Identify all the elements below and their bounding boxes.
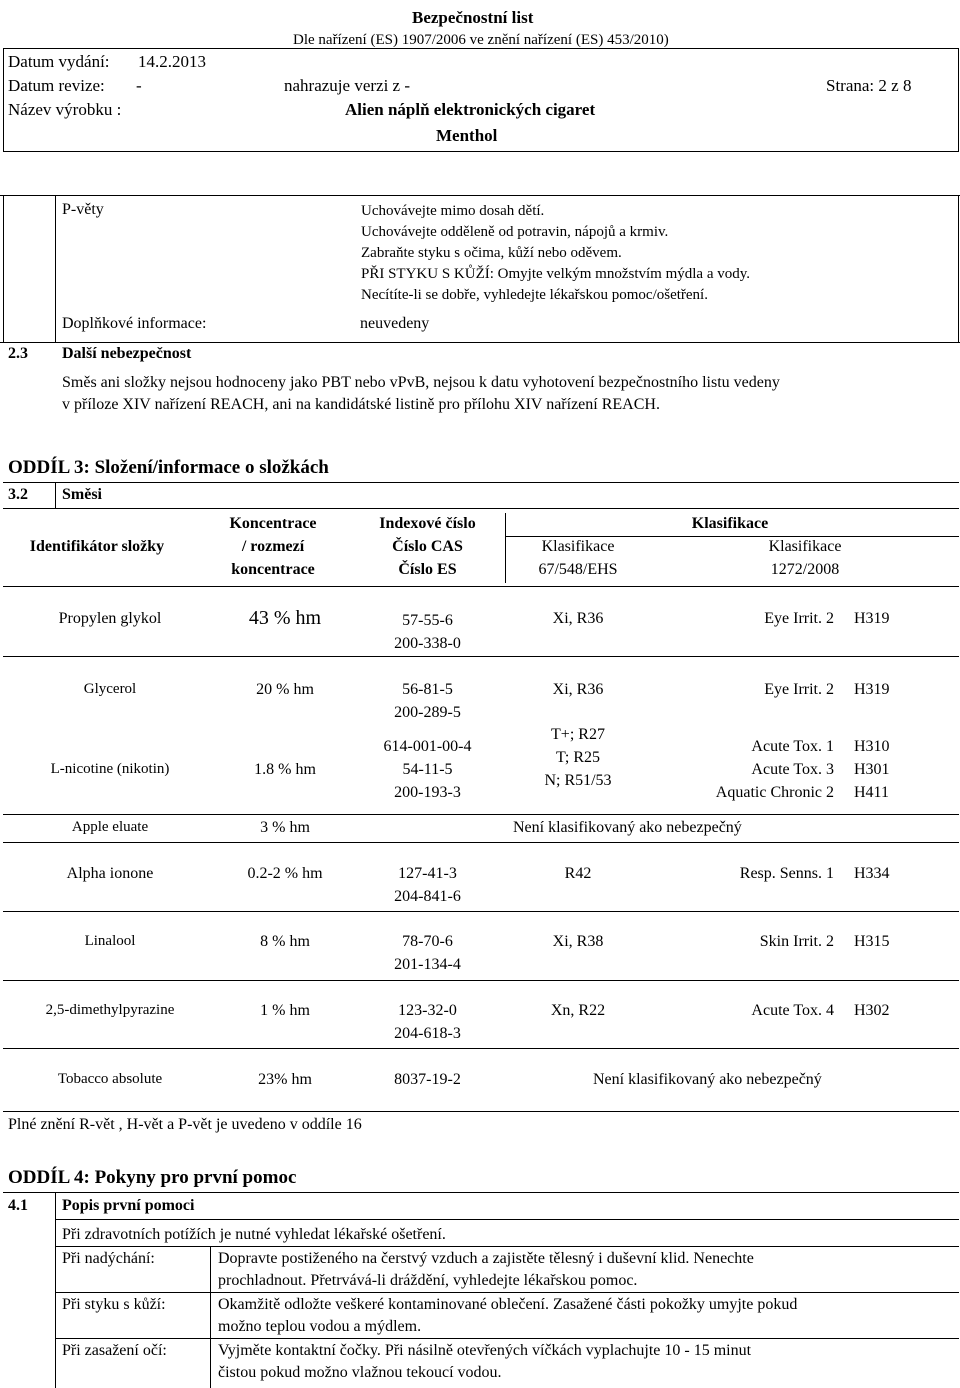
product-label: Název výrobku : (8, 100, 122, 119)
first-aid-general-divider (55, 1246, 959, 1247)
component-cas: 127-41-3 (398, 865, 457, 882)
component-cas: 8037-19-2 (394, 1071, 461, 1088)
component-klas-67: Xi, R36 (552, 610, 604, 627)
component-es: 200-289-5 (394, 704, 461, 721)
section2-top-border (0, 195, 960, 196)
component-name: Linalool (84, 933, 136, 949)
table-header-bottom (3, 586, 959, 587)
eye-contact-label: Při zasažení očí: (62, 1342, 167, 1359)
component-hazard-class: Aquatic Chronic 2 (715, 784, 834, 801)
first-aid-col-divider (210, 1246, 211, 1388)
component-hazard-class: Acute Tox. 1 (751, 738, 834, 755)
component-klas-67: R42 (564, 865, 592, 882)
section3-footnote: Plné znění R-vět , H-vět a P-vět je uvedeno v oddíle 16 (8, 1116, 362, 1133)
component-concentration: 43 % hm (248, 607, 322, 629)
table-bottom-border (3, 1111, 959, 1112)
subsection-2-3-divider (0, 342, 960, 343)
issue-date-label: Datum vydání: (8, 52, 110, 71)
component-es: 200-193-3 (394, 784, 461, 801)
component-hazard-class: Acute Tox. 4 (751, 1002, 834, 1019)
header-border-left (3, 48, 4, 152)
row-divider (3, 911, 959, 912)
p-statement: PŘI STYKU S KŮŽÍ: Omyjte velkým množstvím mýdla a vody. (361, 266, 751, 282)
skin-contact-label: Při styku s kůží: (62, 1296, 166, 1313)
component-cas: 78-70-6 (402, 933, 453, 950)
component-name: Glycerol (83, 681, 137, 697)
header-klas-67-b: 67/548/EHS (538, 561, 618, 578)
p-statement: Zabraňte styku s očima, kůží nebo oděvem. (361, 245, 622, 261)
additional-info-value: neuvedeny (360, 315, 430, 332)
component-cas: 123-32-0 (398, 1002, 457, 1019)
component-es: 201-134-4 (394, 956, 461, 973)
row-divider (3, 814, 959, 815)
skin-contact-divider (55, 1338, 959, 1339)
component-index: 614-001-00-4 (383, 738, 472, 755)
header-border-right (958, 48, 959, 152)
component-es: 204-841-6 (394, 888, 461, 905)
subsection-4-1-number: 4.1 (8, 1197, 28, 1214)
first-aid-general: Při zdravotních potížích je nutné vyhledat lékařské ošetření. (62, 1226, 446, 1243)
component-cas: 54-11-5 (402, 761, 453, 778)
component-hazard-class: Resp. Senns. 1 (739, 865, 834, 882)
component-hazard-class: Eye Irrit. 2 (764, 681, 834, 698)
replaces-version: nahrazuje verzi z - (284, 76, 410, 95)
component-h-statement: H301 (854, 761, 890, 778)
section2-col-divider (55, 195, 56, 342)
subsection-2-3-number: 2.3 (8, 345, 28, 362)
header-es-number: Číslo ES (398, 561, 457, 578)
header-concentration-1: Koncentrace (229, 515, 317, 532)
section2-left-border (3, 195, 4, 342)
product-variant: Menthol (436, 126, 498, 145)
component-concentration: 3 % hm (260, 819, 310, 836)
skin-contact-text-1: Okamžitě odložte veškeré kontaminované oblečení. Zasažené části pokožky umyjte pokud (218, 1296, 798, 1313)
component-klas-67: T+; R27 (551, 726, 605, 743)
component-es: 200-338-0 (394, 635, 461, 652)
component-hazard-class: Eye Irrit. 2 (764, 610, 834, 627)
row-divider (3, 656, 959, 657)
issue-date: 14.2.2013 (138, 52, 206, 71)
component-not-classified: Není klasifikovaný ako nebezpečný (593, 1071, 822, 1088)
component-name: Tobacco absolute (57, 1071, 163, 1087)
header-klas-1272-a: Klasifikace (768, 538, 842, 555)
header-border-bottom (3, 151, 959, 152)
p-statement: Uchovávejte odděleně od potravin, nápojů a krmiv. (361, 224, 669, 240)
subsection-4-1-title: Popis první pomoci (62, 1197, 195, 1214)
component-es: 204-618-3 (394, 1025, 461, 1042)
section4-title: ODDÍL 4: Pokyny pro první pomoc (8, 1167, 297, 1188)
header-classification: Klasifikace (691, 515, 769, 532)
header-concentration-2: / rozmezí (241, 538, 305, 555)
inhalation-label: Při nadýchání: (62, 1250, 155, 1267)
header-concentration-3: koncentrace (231, 561, 315, 578)
component-name: Propylen glykol (58, 610, 162, 627)
subsection-3-2-title: Směsi (62, 486, 102, 503)
subsection-4-1-divider (55, 1192, 56, 1388)
pbt-paragraph-line1: Směs ani složky nejsou hodnoceny jako PBT nebo vPvB, nejsou k datu vyhotovení bezpečnostního listu vedeny (62, 374, 780, 391)
component-concentration: 1.8 % hm (254, 761, 316, 778)
component-h-statement: H319 (854, 610, 890, 627)
component-klas-67: Xi, R38 (552, 933, 604, 950)
header-index-number: Indexové číslo (379, 515, 476, 532)
pbt-paragraph-line2: v příloze XIV nařízení REACH, ani na kandidátské listině pro přílohu XIV nařízení REACH. (62, 396, 660, 413)
component-concentration: 0.2-2 % hm (247, 865, 323, 882)
skin-contact-text-2: možno teplou vodou a mýdlem. (218, 1318, 422, 1335)
p-statement: Necítíte-li se dobře, vyhledejte lékařskou pomoc/ošetření. (361, 287, 708, 303)
component-concentration: 20 % hm (256, 681, 314, 698)
inhalation-text-2: prochladnout. Přetrvává-li dráždění, vyhledejte lékařskou pomoc. (218, 1272, 638, 1289)
header-identifier: Identifikátor složky (29, 538, 165, 555)
document-title: Bezpečnostní list (412, 8, 534, 27)
product-name: Alien náplň elektronických cigaret (345, 100, 596, 119)
p-statement: Uchovávejte mimo dosah dětí. (361, 203, 545, 219)
subsection-4-1-underline (55, 1219, 959, 1220)
header-klas-67-a: Klasifikace (541, 538, 615, 555)
section2-right-border (958, 195, 959, 342)
component-klas-67: N; R51/53 (544, 772, 612, 789)
component-klas-67: Xn, R22 (550, 1002, 606, 1019)
subsection-3-2-number: 3.2 (8, 486, 28, 503)
component-name: 2,5-dimethylpyrazine (45, 1002, 175, 1018)
revision-label: Datum revize: (8, 76, 105, 95)
header-divider (3, 48, 959, 49)
p-statements-list (361, 201, 750, 306)
revision-value: - (136, 76, 142, 95)
section3-title: ODDÍL 3: Složení/informace o složkách (8, 457, 329, 478)
section4-title-underline (3, 1192, 959, 1193)
row-divider (3, 842, 959, 843)
component-concentration: 23% hm (258, 1071, 312, 1088)
component-klas-67: T; R25 (555, 749, 600, 766)
inhalation-text-1: Dopravte postiženého na čerstvý vzduch a zajistěte tělesný i duševní klid. Nenechte (218, 1250, 754, 1267)
component-not-classified: Není klasifikovaný ako nebezpečný (513, 819, 742, 836)
component-cas: 57-55-6 (402, 612, 453, 629)
header-cas-number: Číslo CAS (392, 538, 463, 555)
subsection-2-3-title: Další nebezpečnost (62, 345, 192, 362)
eye-contact-text-1: Vyjměte kontaktní čočky. Při násilně otevřených víčkách vyplachujte 10 - 15 minut (218, 1342, 752, 1359)
component-concentration: 1 % hm (260, 1002, 310, 1019)
eye-contact-text-2: čistou pokud možno vlažnou tekoucí vodou. (218, 1364, 502, 1381)
header-classification-underline (505, 536, 959, 537)
section3-title-underline (3, 482, 959, 483)
component-h-statement: H315 (854, 933, 890, 950)
component-name: Alpha ionone (66, 865, 154, 882)
component-concentration: 8 % hm (260, 933, 310, 950)
component-h-statement: H310 (854, 738, 890, 755)
component-name: L-nicotine (nikotin) (50, 761, 170, 777)
regulation-reference: Dle nařízení (ES) 1907/2006 ve znění nařízení (ES) 453/2010) (293, 32, 669, 48)
row-divider (3, 1048, 959, 1049)
row-divider (3, 980, 959, 981)
component-name: Apple eluate (71, 819, 149, 835)
component-hazard-class: Acute Tox. 3 (751, 761, 834, 778)
component-h-statement: H334 (854, 865, 890, 882)
component-hazard-class: Skin Irrit. 2 (759, 933, 834, 950)
additional-info-label: Doplňkové informace: (62, 315, 207, 332)
page-number: Strana: 2 z 8 (826, 76, 912, 95)
component-klas-67: Xi, R36 (552, 681, 604, 698)
table-top-border (3, 508, 959, 509)
p-statements-label: P-věty (62, 201, 104, 218)
header-klas-1272-b: 1272/2008 (770, 561, 840, 578)
inhalation-divider (55, 1292, 959, 1293)
component-cas: 56-81-5 (402, 681, 453, 698)
subsection-3-2-divider (55, 482, 56, 508)
component-h-statement: H319 (854, 681, 890, 698)
component-h-statement: H411 (854, 784, 889, 801)
component-h-statement: H302 (854, 1002, 890, 1019)
